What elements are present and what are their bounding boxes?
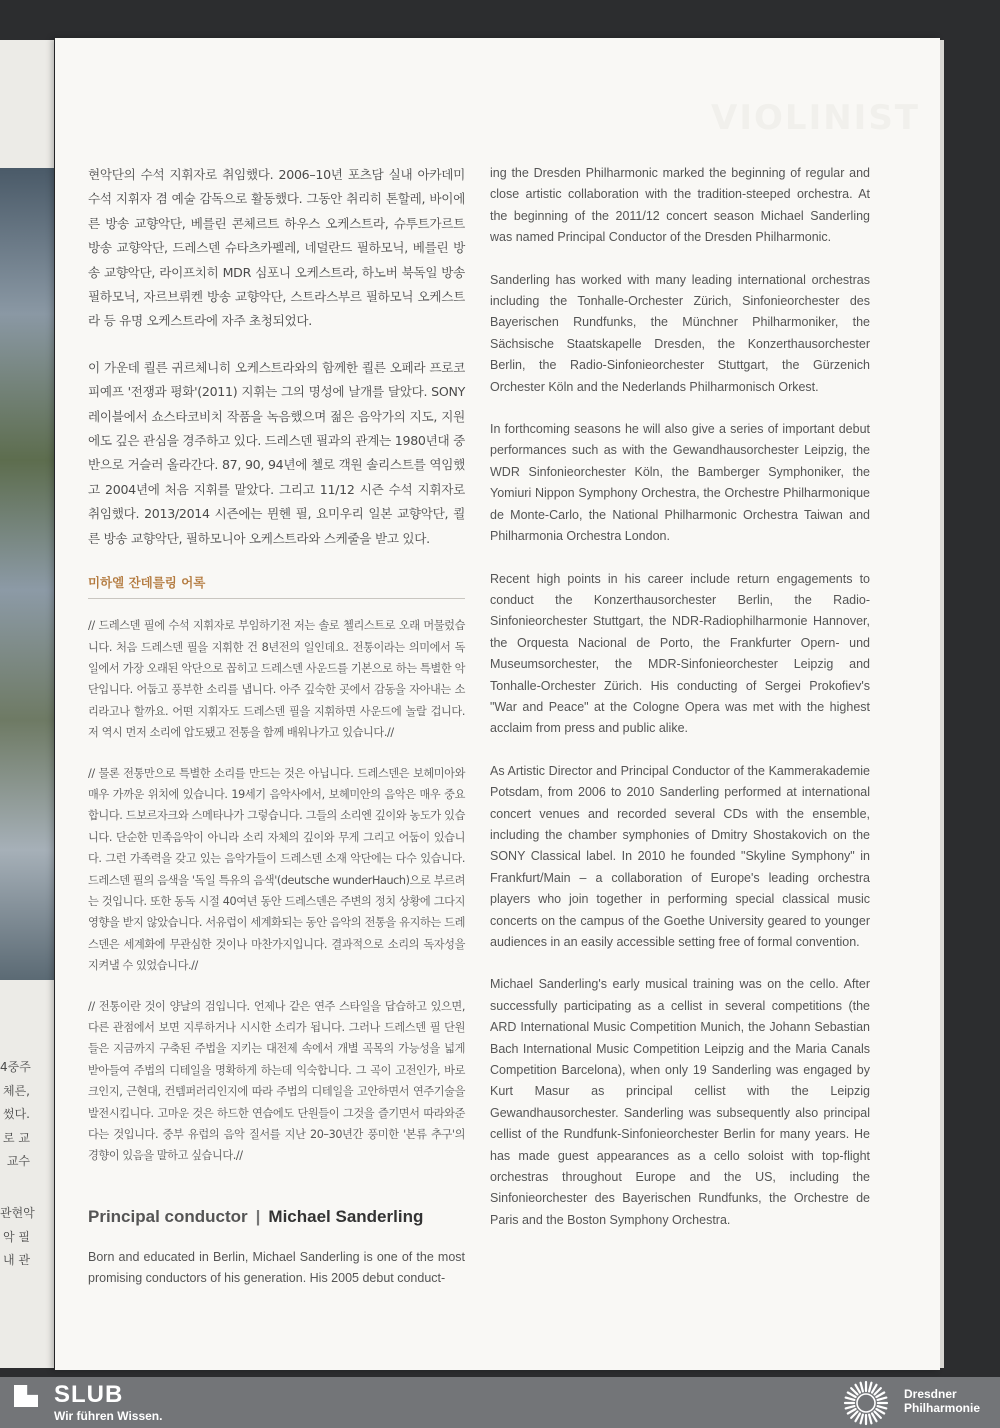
logo-ray (876, 1393, 884, 1398)
logo-ray (851, 1388, 857, 1394)
logo-ray (874, 1388, 880, 1394)
english-paragraph: Sanderling has worked with many leading international orchestras including the Tonhalle-Orchester Zürich, Sinfonieorchester des Bayerischen Rundfunks, the Münchner Philharmoniker, the Sächsische Staatskapelle Dresden, the Konzerthausorchester Berlin, the Radio-Sinfonieorchester Stuttgart, the Gürzenich Orchester Köln and the Nederlands Philharmonisch Orkest. (490, 272, 870, 394)
dp-line1: Dresdner (904, 1387, 957, 1401)
left-text-line: 악 필 (3, 1229, 30, 1244)
left-column (88, 163, 465, 1290)
left-text-line: 관현악 (0, 1206, 35, 1220)
left-page-edge (0, 40, 54, 1368)
left-text-line: 내 관 (3, 1253, 30, 1267)
dresdner-philharmonie-wordmark[interactable] (904, 1387, 980, 1415)
section-label: Principal conductor (88, 1206, 248, 1226)
logo-ray (856, 1413, 861, 1421)
english-intro-paragraph: Born and educated in Berlin, Michael Sanderling is one of the most promising conductors of his generation. His 2005 debut conduct- (88, 1249, 465, 1286)
quotes-heading: 미하엘 잔데를링 어록 (88, 573, 465, 599)
logo-ray (872, 1413, 877, 1421)
english-paragraph: In forthcoming seasons he will also give a series of important debut performances such as with the Gewandhausorchester Leipzig, the WDR Sinfonieorchester Köln, the Bamberger Symphoniker, the Yomiuri Nippon Symphony Orchestra, the Orchestre Philharmonique de Monte-Carlo, the National Philharmonic Orchestra Taiwan and Philharmonia Orchestra London. (490, 422, 870, 544)
dresdner-philharmonie-logo-icon (843, 1380, 889, 1426)
english-paragraph: As Artistic Director and Principal Conductor of the Kammerakademie Potsdam, from 2006 to 2010 Sanderling performed at international concert venues and recorded several CDs with the ensemble, including the chamber symphonies of Dmitry Shostakovich on the SONY Classical label. In 2010 he founded "Skyline Symphony" in Frankfurt/Main – a collaboration of Europe's leading orchestra players who join together in performing special classical music concerts on the campus of the Goethe University geared to younger audiences in an easily accessible setting free of formal convention. (490, 763, 870, 949)
korean-paragraph: 현악단의 수석 지휘자로 취임했다. 2006–10년 포츠담 실내 아카데미 수석 지휘자 겸 예술 감독으로 활동했다. 그동안 취리히 톤할레, 바이에른 방송 교향악단, 베를린 콘체르트 하우스 오케스트라, 슈투트가르트 방송 교향악단, 드레스덴 슈타츠카펠레, 네덜란드 필하모닉, 베를린 방송 교향악단, 라이프치히 MDR 심포니 오케스트라, 하노버 북독일 방송 필하모닉, 자르브뤼켄 방송 교향악단, 스트라스부르 필하모닉 오케스트라 등 유명 오케스트라에 자주 초청되었다. (88, 167, 465, 329)
logo-ray (861, 1415, 863, 1424)
logo-ray (869, 1383, 871, 1392)
logo-ray (876, 1409, 884, 1414)
section-title (88, 1207, 465, 1227)
quote-paragraph: // 물론 전통만으로 특별한 소리를 만드는 것은 아닙니다. 드레스덴은 보헤미아와 매우 가까운 위치에 있습니다. 19세기 음악사에서, 보헤미안의 음악은 매우 중요합니다. 드보르자크와 스메타나가 그렇습니다. 그들의 소리엔 깊이와 농도가 있습니다. 단순한 민족음악이 아니라 소리 자체의 깊이와 무게 그리고 어둠이 있습니다. 그런 가족력을 갖고 있는 음악가들이 드레스덴 소재 악단에는 다수 있습니다. 드레스덴 필의 음색을 '독일 특유의 음색'(deutsche wunderHauch)으로 부르려는 것입니다. 또한 동독 시절 40여년 동안 드레스덴은 주변의 정치 상황에 그다지 영향을 받지 않았습니다. 서유럽이 세계화되는 동안 음악의 전통을 유지하는 드레스덴은 세계화에 무관심한 것이나 마찬가지입니다. 결과적으로 소리의 독자성을 지켜낼 수 있었습니다.// (88, 766, 465, 973)
logo-ray (848, 1409, 856, 1414)
logo-ray (861, 1383, 863, 1392)
logo-ray (878, 1398, 887, 1400)
left-text-line: 로 교 (3, 1130, 30, 1145)
english-paragraph: ing the Dresden Philharmonic marked the beginning of regular and close artistic collaboration with the tradition-steeped orchestra. At the beginning of the 2011/12 concert season Michael Sanderling was named Principal Conductor of the Dresden Philharmonic. (490, 166, 870, 245)
left-page-text-block-a (0, 1056, 54, 1174)
logo-ray (869, 1415, 871, 1424)
korean-paragraph: 이 가운데 쾰른 귀르체니히 오케스트라와의 함께한 쾰른 오페라 프로코피예프 '전쟁과 평화'(2011) 지휘는 그의 명성에 날개를 달았다. SONY 레이블에서 쇼스타코비치 작품을 녹음했으며 젊은 음악가의 지도, 지원에도 깊은 관심을 경주하고 있다. 드레스덴 필과의 관계는 1980년대 중반으로 거슬러 올라간다. 87, 90, 94년에 첼로 객원 솔리스트를 역임했고 2004년에 처음 지휘를 맡았다. 그리고 11/12 시즌 수석 지휘자로 취임했다. 2013/2014 시즌에는 뮌헨 필, 요미우리 일본 교향악단, 쾰른 방송 교향악단, 필하모니아 오케스트라와 스케줄을 받고 있다. (88, 359, 465, 546)
left-text-line: 교수 (6, 1154, 30, 1168)
document-page (55, 38, 940, 1370)
logo-ray (856, 1385, 861, 1393)
logo-ray (846, 1406, 855, 1408)
quote-paragraph: // 전통이란 것이 양날의 검입니다. 언제나 같은 연주 스타일을 답습하고 있으면, 다른 관점에서 보면 지루하거나 시시한 소리가 됩니다. 그러나 드레스덴 필 단원들은 지금까지 구축된 주법을 지키는 대전제 속에서 개별 곡목의 가능성을 넓게 받아들여 주법의 디테일을 명확하게 하는데 익숙합니다. 그 곡이 고전인가, 바로크인지, 근현대, 컨템퍼러리인지에 따라 주법의 디테일을 고안하면서 연주기술을 발전시킵니다. 고마운 것은 하드한 연습에도 단원들이 그것을 즐기면서 따라와준다는 것입니다. 중부 유럽의 음악 질서를 지난 20–30년간 풍미한 '본류 추구'의 경향이 있음을 말하고 싶습니다.// (88, 999, 465, 1163)
quote-paragraph: // 드레스덴 필에 수석 지휘자로 부임하기전 저는 솔로 첼리스트로 오래 머물렀습니다. 처음 드레스덴 필을 지휘한 건 8년전의 일인데요. 전통이라는 의미에서 독일에서 가장 오래된 악단으로 꼽히고 드레스덴 사운드를 기본으로 하는 특별한 악단입니다. 어둡고 풍부한 소리를 냅니다. 아주 깊숙한 곳에서 감동을 자아내는 소리라고나 할까요. 어떤 지휘자도 드레스덴 필을 지휘하면 사운드에 놀랄 겁니다. 저 역시 먼저 소리에 압도됐고 전통을 함께 배워나가고 있습니다.// (88, 619, 465, 740)
footer-bar (0, 1377, 1000, 1428)
dp-line2: Philharmonie (904, 1401, 981, 1415)
page-watermark: VIOLINIST (711, 98, 920, 138)
slub-logo-icon (14, 1385, 38, 1407)
slub-tagline: Wir führen Wissen. (54, 1409, 163, 1423)
left-text-line: 4중주 (0, 1060, 31, 1074)
logo-ray (872, 1385, 877, 1393)
section-separator: | (255, 1206, 261, 1226)
logo-ray (878, 1406, 887, 1408)
english-paragraph: Recent high points in his career include return engagements to conduct the Konzerthausorchester Berlin, the Radio-Sinfonieorchester Stuttgart, the NDR-Radiophilharmonie Hannover, the Orquesta Nacional de Porto, the Frankfurter Opern- und Museumsorchester, the MDR-Sinfonieorchester Leipzig and Tonhalle-Orchester Zürich. His conducting of Sergei Prokofiev's "War and Peace" at the Cologne Opera was met with the highest acclaim from press and public alike. (490, 571, 870, 736)
conductor-name: Michael Sanderling (268, 1206, 424, 1226)
left-text-line: 썼다. (3, 1107, 30, 1121)
english-paragraph: Michael Sanderling's early musical training was on the cello. After successfully participating as a cellist in several competitions (the ARD International Music Competition Munich, the Johann Sebastian Bach International Music Competition Leipzig and the Maria Canals Competition Barcelona), when only 19 Sanderling was engaged by Kurt Masur as principal cellist with the Leipzig Gewandhausorchester. Sanderling was subsequently also principal cellist of the Rundfunk-Sinfonieorchester Berlin for many years. He has made guest appearances as a cello soloist with top-flight orchestras throughout Europe and the US, including the Sinfonieorchester des Bayerischen Rundfunks, the Orchestre de Paris and the Boston Symphony Orchestra. (490, 977, 870, 1227)
logo-ray (874, 1411, 880, 1417)
left-text-line: 체른, (3, 1083, 30, 1098)
logo-ray (848, 1393, 856, 1398)
logo-ray (851, 1411, 857, 1417)
slub-name[interactable]: SLUB (54, 1381, 124, 1408)
left-page-text-block-b (0, 1202, 54, 1273)
logo-ray (846, 1398, 855, 1400)
right-column (490, 163, 870, 1252)
page-edge-shadow (940, 40, 944, 1368)
left-page-photo (0, 168, 54, 980)
